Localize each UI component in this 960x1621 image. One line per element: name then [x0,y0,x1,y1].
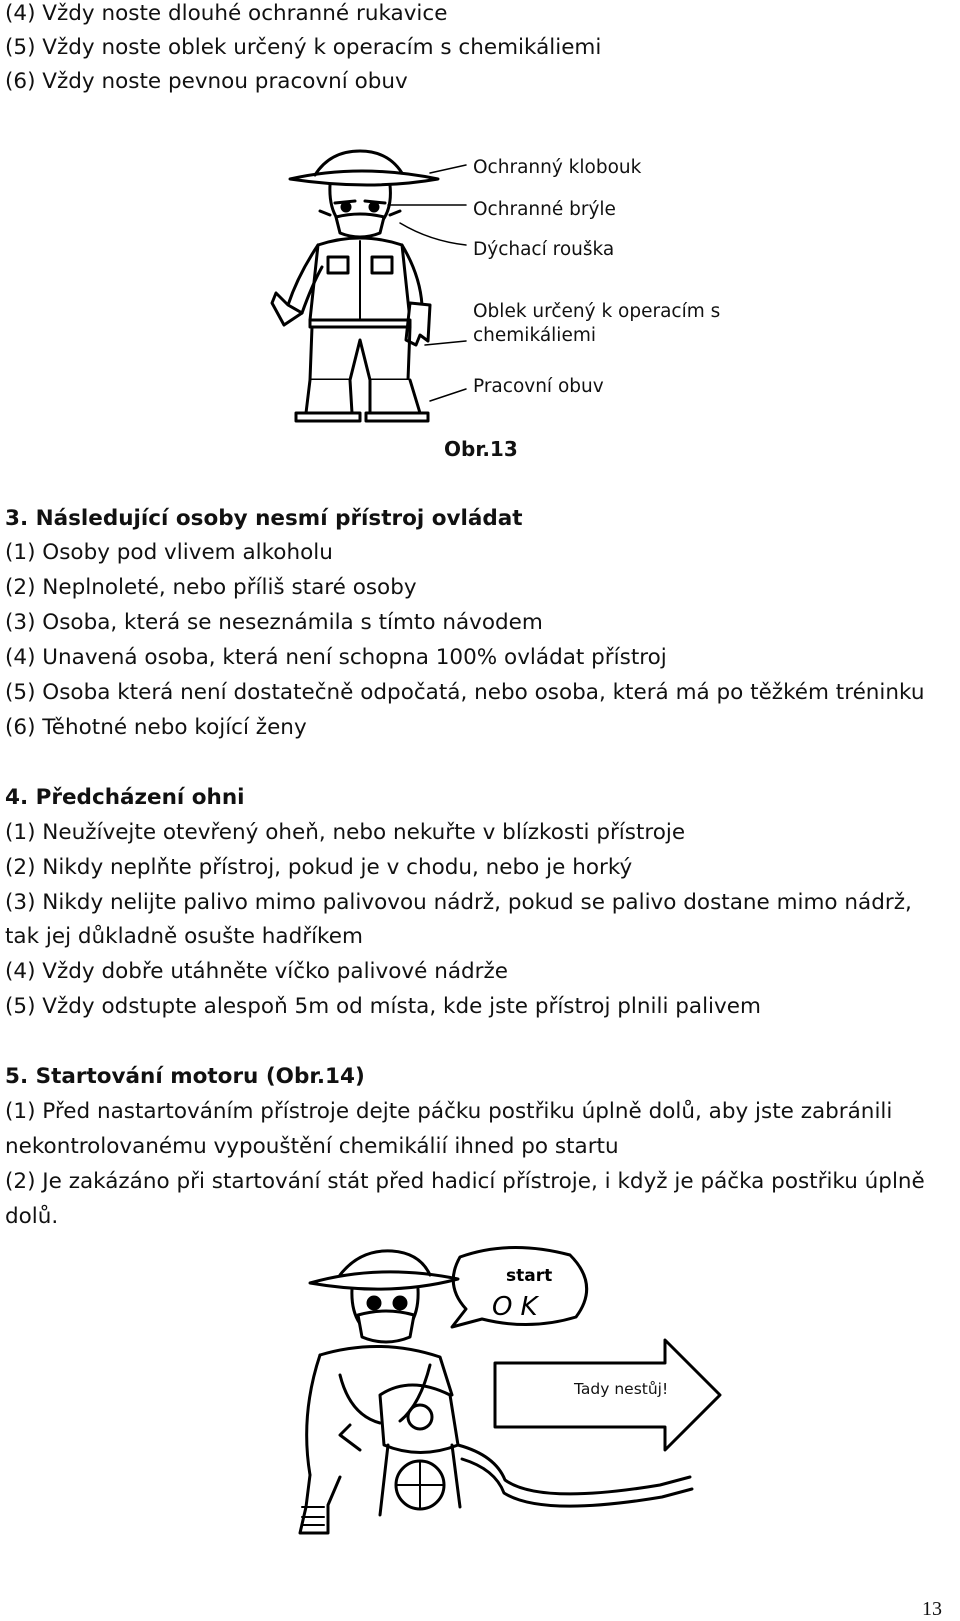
label-breathing-mask: Dýchací rouška [473,239,615,260]
top-list-item-6: (6) Vždy noste pevnou pracovní obuv [5,69,408,94]
bubble-ok-text: OK [492,1292,546,1322]
label-work-boots: Pracovní obuv [473,376,604,397]
section-4-heading: 4. Předcházení ohni [5,785,245,810]
label-protective-goggles: Ochranné brýle [473,199,616,220]
protective-gear-illustration [270,145,470,430]
bubble-start-text: start [506,1266,553,1286]
top-list-item-5: (5) Vždy noste oblek určený k operacím s chemikáliemi [5,35,602,60]
section-3-item-2: (2) Neplnoleté, nebo příliš staré osoby [5,575,417,600]
section-3-heading: 3. Následující osoby nesmí přístroj ovládat [5,506,523,531]
top-list-item-4: (4) Vždy noste dlouhé ochranné rukavice [5,1,448,26]
page-number: 13 [922,1598,942,1620]
section-4-line-3: (3) Nikdy nelijte palivo mimo palivovou nádrž, pokud se palivo dostane mimo nádrž, [5,890,912,915]
arrow-warning-text: Tady nestůj! [574,1380,669,1398]
label-chemical-suit-line1: Oblek určený k operacím s [473,301,721,322]
section-3-item-6: (6) Těhotné nebo kojící ženy [5,715,307,740]
section-5-line-3: (2) Je zakázáno při startování stát před hadicí přístroje, i když je páčka postřiku úplně [5,1169,925,1194]
figure-13-caption: Obr.13 [444,437,518,461]
section-5-line-2: nekontrolovanému vypouštění chemikálií ihned po startu [5,1134,619,1159]
section-5-line-1: (1) Před nastartováním přístroje dejte páčku postřiku úplně dolů, aby jste zabránili [5,1099,893,1124]
section-4-line-6: (5) Vždy odstupte alespoň 5m od místa, kde jste přístroj plnili palivem [5,994,761,1019]
section-4-line-4: tak jej důkladně osušte hadříkem [5,924,363,949]
label-protective-hat: Ochranný klobouk [473,157,642,178]
section-4-line-1: (1) Neužívejte otevřený oheň, nebo nekuřte v blízkosti přístroje [5,820,686,845]
section-3-item-5: (5) Osoba která není dostatečně odpočatá, nebo osoba, která má po těžkém tréninku [5,680,925,705]
section-3-item-1: (1) Osoby pod vlivem alkoholu [5,540,333,565]
section-3-item-4: (4) Unavená osoba, která není schopna 100% ovládat přístroj [5,645,667,670]
section-5-heading: 5. Startování motoru (Obr.14) [5,1064,365,1089]
section-4-line-2: (2) Nikdy neplňte přístroj, pokud je v chodu, nebo je horký [5,855,633,880]
starting-engine-illustration [280,1245,840,1535]
section-3-item-3: (3) Osoba, která se neseznámila s tímto návodem [5,610,543,635]
section-4-line-5: (4) Vždy dobře utáhněte víčko palivové nádrže [5,959,508,984]
section-5-line-4: dolů. [5,1204,59,1229]
label-chemical-suit-line2: chemikáliemi [473,325,596,346]
